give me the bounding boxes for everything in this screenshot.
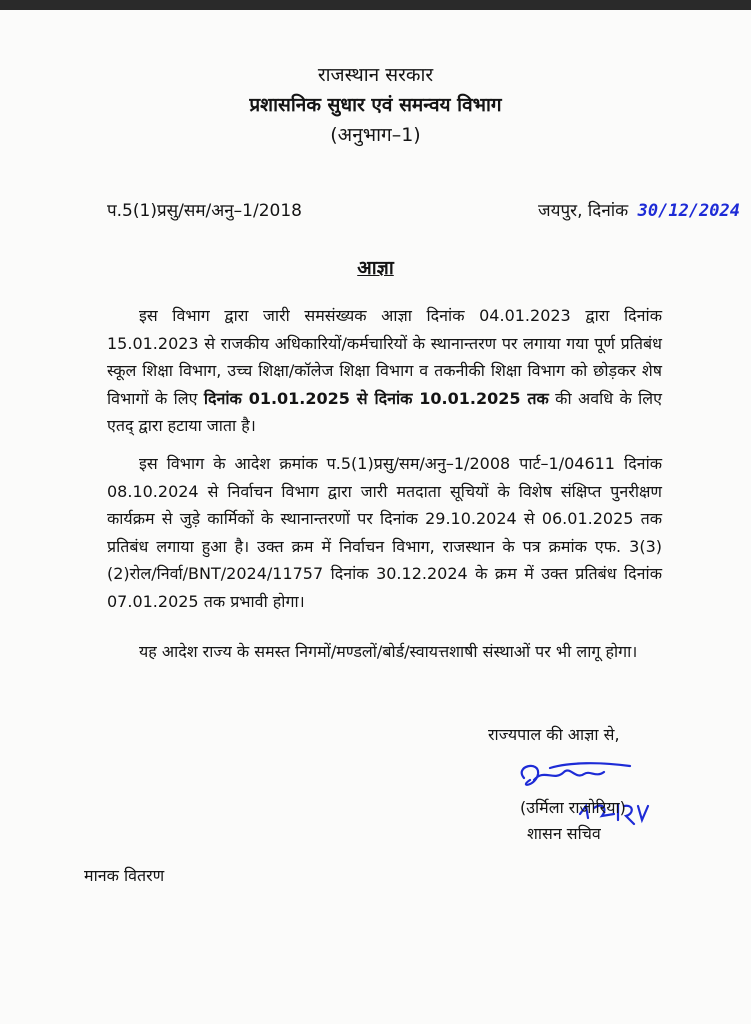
place-date: [538, 198, 740, 221]
paragraph-1-text-a: इस विभाग द्वारा जारी समसंख्यक आज्ञा दिनांक 04.01.2023 द्वारा दिनांक 15.01.2023 से राजकीय अधिकारियों/कर्मचारियों के स्थानान्तरण पर लगाया गया पूर्ण प्रतिबंध स्कूल शिक्षा विभाग, उच्च शिक्षा/कॉलेज शिक्षा विभाग व तकनीकी शिक्षा विभाग को छोड़कर शेष विभागों के लिए: [107, 306, 662, 408]
paragraph-1-bold-dates: दिनांक 01.01.2025 से दिनांक 10.01.2025 तक: [203, 388, 549, 408]
handwritten-date: 30/12/2024: [637, 201, 740, 221]
paragraph-1: [107, 302, 662, 440]
section-name: (अनुभाग–1): [330, 124, 421, 146]
department-name: प्रशासनिक सुधार एवं समन्वय विभाग: [249, 94, 502, 116]
paragraph-2: इस विभाग के आदेश क्रमांक प.5(1)प्रसु/सम/अनु–1/2008 पार्ट–1/04611 दिनांक 08.10.2024 से निर्वाचन विभाग द्वारा जारी मतदाता सूचियों के विशेष संक्षिप्त पुनरीक्षण कार्यक्रम से जुड़े कार्मिकों के स्थानान्तरणों पर दिनांक 29.10.2024 से 06.01.2025 तक प्रतिबंध लगाया हुआ है। उक्त क्रम में निर्वाचन विभाग, राजस्थान के पत्र क्रमांक एफ. 3(3)(2)रोल/निर्वा/BNT/2024/11757 दिनांक 30.12.2024 के क्रम में उक्त प्रतिबंध दिनांक 07.01.2025 तक प्रभावी होगा।: [107, 454, 662, 611]
paragraph-1-text-b: की अवधि के लिए एतद् द्वारा हटाया जाता है।: [107, 388, 662, 435]
order-title: आज्ञा: [357, 257, 394, 279]
reference-number: प.5(1)प्रसु/सम/अनु–1/2018: [107, 201, 302, 221]
signatory-designation: शासन सचिव: [527, 824, 601, 843]
place-date-label: जयपुर, दिनांक: [538, 201, 629, 221]
document-page: [0, 10, 751, 1024]
by-order-line: राज्यपाल की आज्ञा से,: [488, 725, 620, 744]
govt-name: राजस्थान सरकार: [317, 64, 434, 86]
letterhead: [0, 60, 751, 150]
paragraph-3: यह आदेश राज्य के समस्त निगमों/मण्डलों/बोर्ड/स्वायत्तशाषी संस्थाओं पर भी लागू होगा।: [139, 642, 638, 661]
signatory-name: (उर्मिला राजोरिया): [520, 798, 626, 817]
distribution-note: मानक वितरण: [84, 866, 165, 885]
